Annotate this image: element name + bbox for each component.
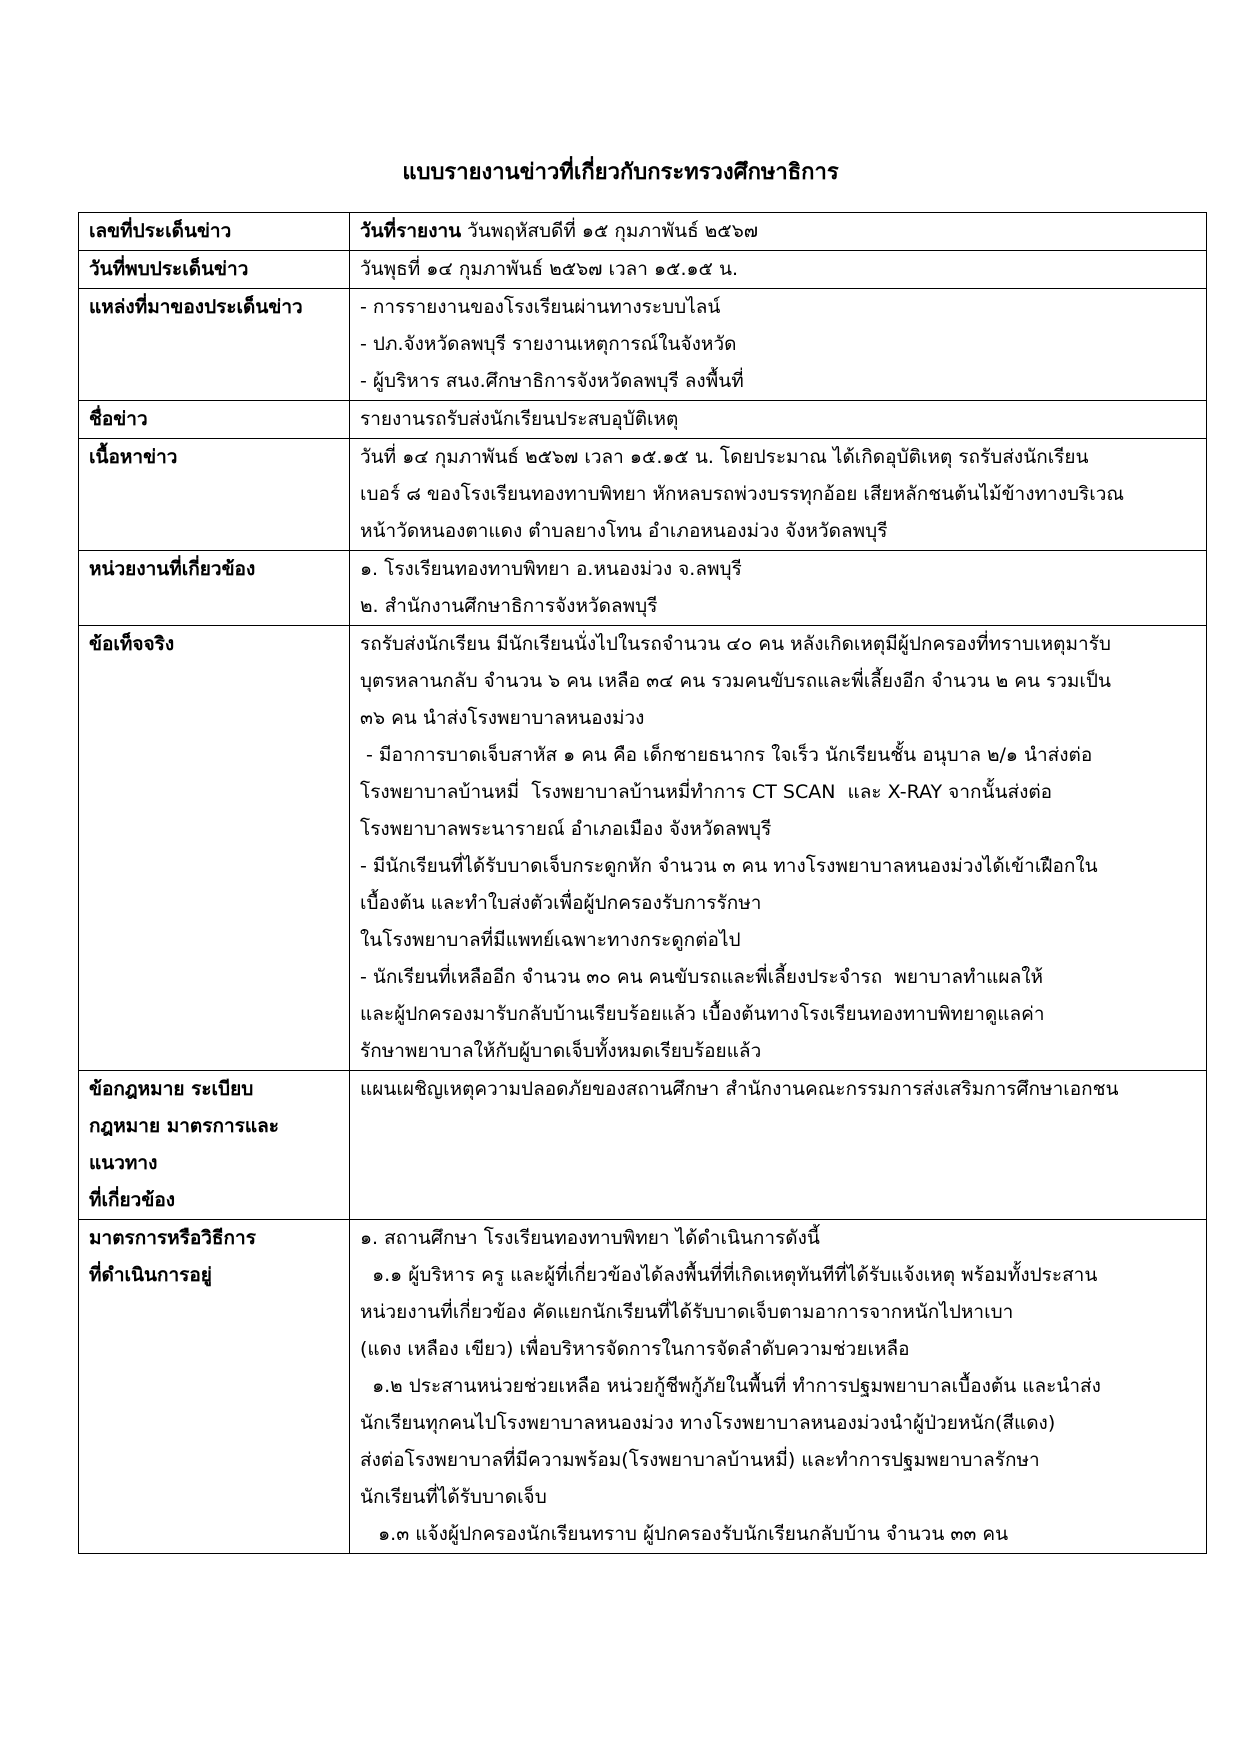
row-label bbox=[79, 1220, 350, 1554]
value-line: ส่งต่อโรงพยาบาลที่มีความพร้อม(โรงพยาบาลบ้านหมี่) และทำการปฐมพยาบาลรักษา bbox=[360, 1449, 1040, 1471]
value-line: แผนเผชิญเหตุความปลอดภัยของสถานศึกษา สำนักงานคณะกรรมการส่งเสริมการศึกษาเอกชน bbox=[360, 1078, 1119, 1100]
value-line: - นักเรียนที่เหลืออีก จำนวน ๓๐ คน คนขับรถและพี่เลี้ยงประจำรถ พยาบาลทำแผลให้ bbox=[360, 966, 1044, 988]
row-label bbox=[79, 1071, 350, 1220]
report-date bbox=[360, 213, 1200, 250]
label-line: ข้อกฎหมาย ระเบียบ bbox=[89, 1078, 254, 1100]
value-line: ๑. สถานศึกษา โรงเรียนทองทาบพิทยา ได้ดำเนินการดังนี้ bbox=[360, 1227, 820, 1249]
label-line: กฎหมาย มาตรการและ bbox=[89, 1115, 279, 1137]
label-line: เลขที่ประเด็นข่าว bbox=[89, 220, 232, 242]
row-label bbox=[79, 401, 350, 439]
row-laws-regulations bbox=[79, 1071, 1207, 1220]
value-line: ๑.๒ ประสานหน่วยช่วยเหลือ หน่วยกู้ชีพกู้ภัยในพื้นที่ ทำการปฐมพยาบาลเบื้องต้น และนำส่ง bbox=[360, 1375, 1101, 1397]
row-news-content bbox=[79, 439, 1207, 551]
row-related-agencies bbox=[79, 551, 1207, 626]
label-line: ที่เกี่ยวข้อง bbox=[89, 1189, 176, 1211]
value-line: นักเรียนทุกคนไปโรงพยาบาลหนองม่วง ทางโรงพยาบาลหนองม่วงนำผู้ป่วยหนัก(สีแดง) bbox=[360, 1412, 1056, 1434]
news-report-table bbox=[78, 212, 1207, 1554]
row-label bbox=[79, 439, 350, 551]
row-value bbox=[350, 626, 1207, 1071]
value-line: ๑. โรงเรียนทองทาบพิทยา อ.หนองม่วง จ.ลพบุรี bbox=[360, 558, 742, 580]
row-value bbox=[350, 1220, 1207, 1554]
row-value bbox=[350, 401, 1207, 439]
row-label bbox=[79, 289, 350, 401]
value-line: ๑.๑ ผู้บริหาร ครู และผู้ที่เกี่ยวข้องได้ลงพื้นที่ที่เกิดเหตุทันทีที่ได้รับแจ้งเหตุ พร้อมทั้งประสาน bbox=[360, 1264, 1098, 1286]
label-line: แหล่งที่มาของประเด็นข่าว bbox=[89, 296, 303, 318]
value-line: วันพุธที่ ๑๔ กุมภาพันธ์ ๒๕๖๗ เวลา ๑๕.๑๕ น. bbox=[360, 258, 738, 280]
row-measures bbox=[79, 1220, 1207, 1554]
value-line: โรงพยาบาลพระนารายณ์ อำเภอเมือง จังหวัดลพบุรี bbox=[360, 818, 772, 840]
value-line: รถรับส่งนักเรียน มีนักเรียนนั่งไปในรถจำนวน ๔๐ คน หลังเกิดเหตุมีผู้ปกครองที่ทราบเหตุมารับ bbox=[360, 633, 1111, 655]
label-line: วันที่พบประเด็นข่าว bbox=[89, 258, 249, 280]
row-label bbox=[79, 626, 350, 1071]
value-line: - การรายงานของโรงเรียนผ่านทางระบบไลน์ bbox=[360, 296, 721, 318]
value-line: เบอร์ ๘ ของโรงเรียนทองทาบพิทยา หักหลบรถพ่วงบรรทุกอ้อย เสียหลักชนต้นไม้ข้างทางบริเวณ bbox=[360, 483, 1125, 505]
row-label bbox=[79, 213, 350, 251]
row-found-date bbox=[79, 251, 1207, 289]
row-value bbox=[350, 551, 1207, 626]
value-line: บุตรหลานกลับ จำนวน ๖ คน เหลือ ๓๔ คน รวมคนขับรถและพี่เลี้ยงอีก จำนวน ๒ คน รวมเป็น bbox=[360, 670, 1111, 692]
value-line: เบื้องต้น และทำใบส่งตัวเพื่อผู้ปกครองรับการรักษา bbox=[360, 892, 762, 914]
row-facts bbox=[79, 626, 1207, 1071]
value-line: ๓๖ คน นำส่งโรงพยาบาลหนองม่วง bbox=[360, 707, 645, 729]
row-label bbox=[79, 251, 350, 289]
value-line: - มีอาการบาดเจ็บสาหัส ๑ คน คือ เด็กชายธนากร ใจเร็ว นักเรียนชั้น อนุบาล ๒/๑ นำส่งต่อ bbox=[360, 744, 1093, 766]
label-line: ชื่อข่าว bbox=[89, 408, 148, 430]
value-line: และผู้ปกครองมารับกลับบ้านเรียบร้อยแล้ว เบื้องต้นทางโรงเรียนทองทาบพิทยาดูแลค่า bbox=[360, 1003, 1045, 1025]
row-news-title bbox=[79, 401, 1207, 439]
label-line: แนวทาง bbox=[89, 1152, 158, 1174]
value-line: โรงพยาบาลบ้านหมี่ โรงพยาบาลบ้านหมี่ทำการ CT SCAN และ X-RAY จากนั้นส่งต่อ bbox=[360, 781, 1053, 803]
label-line: หน่วยงานที่เกี่ยวข้อง bbox=[89, 558, 256, 580]
label-line: ข้อเท็จจริง bbox=[89, 633, 175, 655]
page-title: แบบรายงานข่าวที่เกี่ยวกับกระทรวงศึกษาธิการ bbox=[402, 160, 839, 185]
label-line: มาตรการหรือวิธีการ bbox=[89, 1227, 256, 1249]
value-line: ๒. สำนักงานศึกษาธิการจังหวัดลพบุรี bbox=[360, 595, 658, 617]
value-line: วันที่ ๑๔ กุมภาพันธ์ ๒๕๖๗ เวลา ๑๕.๑๕ น. โดยประมาณ ได้เกิดอุบัติเหตุ รถรับส่งนักเรียน bbox=[360, 446, 1089, 468]
value-line: รายงานรถรับส่งนักเรียนประสบอุบัติเหตุ bbox=[360, 408, 679, 430]
row-label bbox=[79, 551, 350, 626]
value-line: รักษาพยาบาลให้กับผู้บาดเจ็บทั้งหมดเรียบร้อยแล้ว bbox=[360, 1040, 762, 1062]
value-line: หน้าวัดหนองตาแดง ตำบลยางโทน อำเภอหนองม่วง จังหวัดลพบุรี bbox=[360, 520, 888, 542]
value-line: - มีนักเรียนที่ได้รับบาดเจ็บกระดูกหัก จำนวน ๓ คน ทางโรงพยาบาลหนองม่วงได้เข้าเฝือกใน bbox=[360, 855, 1098, 877]
value-line: - ปภ.จังหวัดลพบุรี รายงานเหตุการณ์ในจังหวัด bbox=[360, 333, 737, 355]
value-line: ๑.๓ แจ้งผู้ปกครองนักเรียนทราบ ผู้ปกครองรับนักเรียนกลับบ้าน จำนวน ๓๓ คน bbox=[360, 1523, 1009, 1545]
row-value bbox=[350, 289, 1207, 401]
value-line: (แดง เหลือง เขียว) เพื่อบริหารจัดการในการจัดลำดับความช่วยเหลือ bbox=[360, 1338, 910, 1360]
row-news-number bbox=[79, 213, 1207, 251]
row-value bbox=[350, 213, 1207, 251]
label-line: ที่ดำเนินการอยู่ bbox=[89, 1264, 212, 1286]
value-line: - ผู้บริหาร สนง.ศึกษาธิการจังหวัดลพบุรี ลงพื้นที่ bbox=[360, 370, 744, 392]
report-date-value: วันพฤหัสบดีที่ ๑๕ กุมภาพันธ์ ๒๕๖๗ bbox=[461, 220, 759, 242]
row-value bbox=[350, 251, 1207, 289]
report-date-label: วันที่รายงาน bbox=[360, 220, 462, 242]
row-value bbox=[350, 439, 1207, 551]
value-line: หน่วยงานที่เกี่ยวข้อง คัดแยกนักเรียนที่ได้รับบาดเจ็บตามอาการจากหนักไปหาเบา bbox=[360, 1301, 1014, 1323]
row-value bbox=[350, 1071, 1207, 1220]
value-line: นักเรียนที่ได้รับบาดเจ็บ bbox=[360, 1486, 547, 1508]
row-news-source bbox=[79, 289, 1207, 401]
value-line: ในโรงพยาบาลที่มีแพทย์เฉพาะทางกระดูกต่อไป bbox=[360, 929, 741, 951]
label-line: เนื้อหาข่าว bbox=[89, 446, 178, 468]
